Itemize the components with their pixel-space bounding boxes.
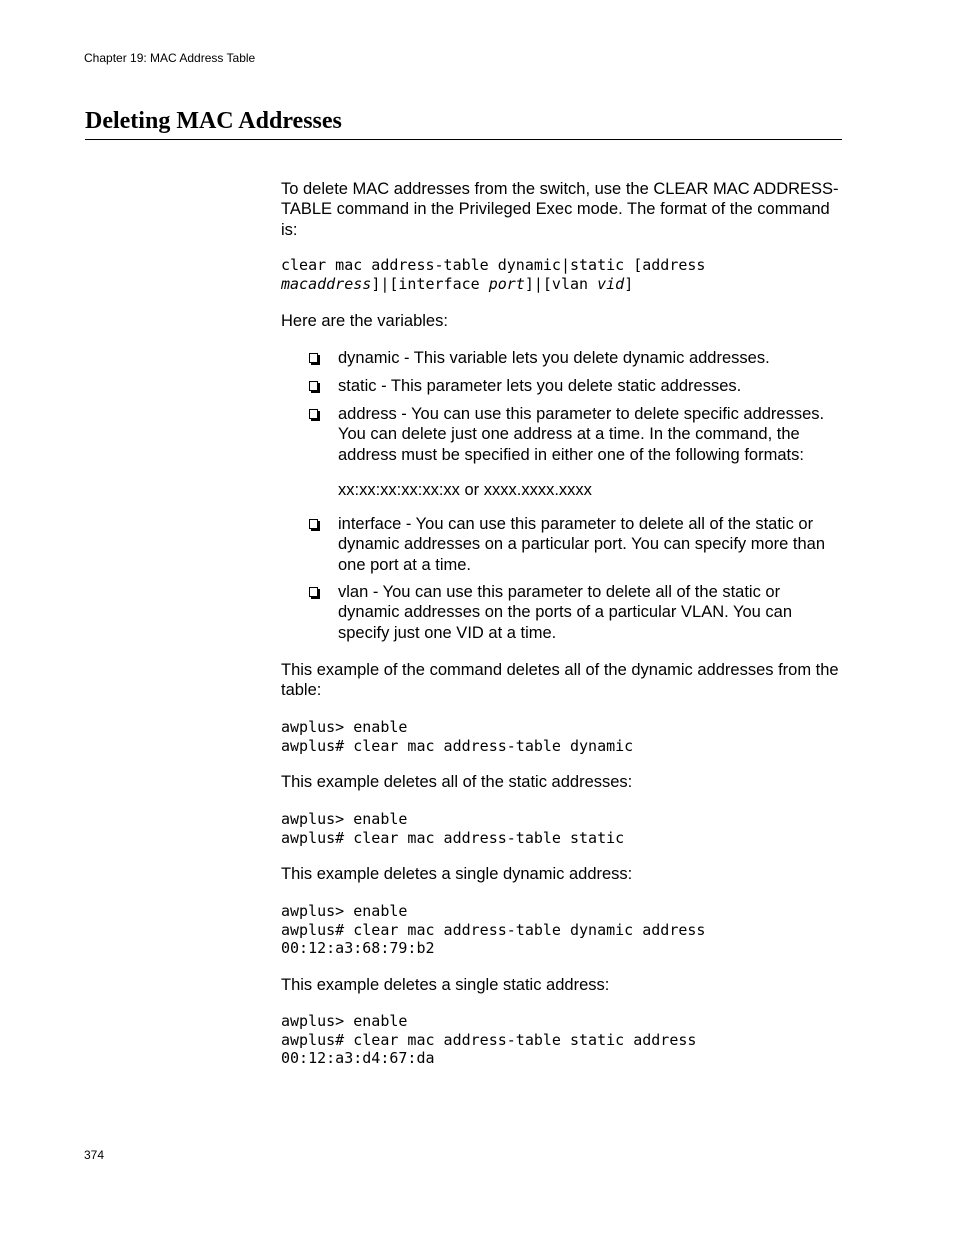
list-item-text: interface - You can use this parameter to delete all of the static or dynamic addresses on a particular port. You can specify more than one port at a time. bbox=[338, 515, 826, 574]
list-item-text: vlan - You can use this parameter to delete all of the static or dynamic addresses on the ports of a particular VLAN. You can specify just one VID at a time. bbox=[338, 583, 793, 642]
address-format: xx:xx:xx:xx:xx:xx or xxxx.xxxx.xxxx bbox=[338, 481, 592, 499]
example-code: awplus> enable awplus# clear mac address-table static bbox=[281, 810, 625, 847]
example-code: awplus> enable awplus# clear mac address-table static address 00:12:a3:d4:67:da bbox=[281, 1012, 697, 1068]
syntax-line-1: clear mac address-table dynamic|static [address bbox=[281, 256, 706, 274]
example-intro: This example deletes a single static address: bbox=[281, 976, 610, 994]
command-syntax bbox=[281, 256, 881, 293]
variables-intro: Here are the variables: bbox=[281, 312, 448, 330]
example-intro: This example deletes all of the static addresses: bbox=[281, 773, 633, 791]
checkbox-bullet-icon bbox=[309, 519, 318, 529]
syntax-param-vid: vid bbox=[597, 274, 625, 293]
example-code: awplus> enable awplus# clear mac address-table dynamic bbox=[281, 718, 634, 755]
title-rule bbox=[85, 139, 842, 140]
intro-paragraph: To delete MAC addresses from the switch, use the CLEAR MAC ADDRESS-TABLE command in the Privileged Exec mode. The format of the command is: bbox=[281, 180, 839, 239]
syntax-param-port: port bbox=[488, 274, 525, 293]
list-item-text: dynamic - This variable lets you delete dynamic addresses. bbox=[338, 349, 770, 367]
syntax-text-close: ] bbox=[624, 274, 634, 293]
running-header: Chapter 19: MAC Address Table bbox=[84, 51, 256, 65]
checkbox-bullet-icon bbox=[309, 587, 318, 597]
checkbox-bullet-icon bbox=[309, 409, 318, 419]
list-item-text: address - You can use this parameter to delete specific addresses. You can delete just one address at a time. In the command, the address must be specified in either one of the following formats: bbox=[338, 405, 825, 464]
page-number: 374 bbox=[84, 1148, 105, 1162]
example-intro: This example of the command deletes all of the dynamic addresses from the table: bbox=[281, 661, 839, 700]
syntax-text-vlan: ]|[vlan bbox=[524, 274, 598, 293]
checkbox-bullet-icon bbox=[309, 381, 318, 391]
section-title: Deleting MAC Addresses bbox=[85, 108, 342, 134]
list-item-text: static - This parameter lets you delete static addresses. bbox=[338, 377, 742, 395]
example-code: awplus> enable awplus# clear mac address-table dynamic address 00:12:a3:68:79:b2 bbox=[281, 902, 706, 958]
syntax-param-macaddress: macaddress bbox=[281, 274, 372, 293]
syntax-text-interface: ]|[interface bbox=[371, 274, 489, 293]
example-intro: This example deletes a single dynamic address: bbox=[281, 865, 633, 883]
checkbox-bullet-icon bbox=[309, 353, 318, 363]
